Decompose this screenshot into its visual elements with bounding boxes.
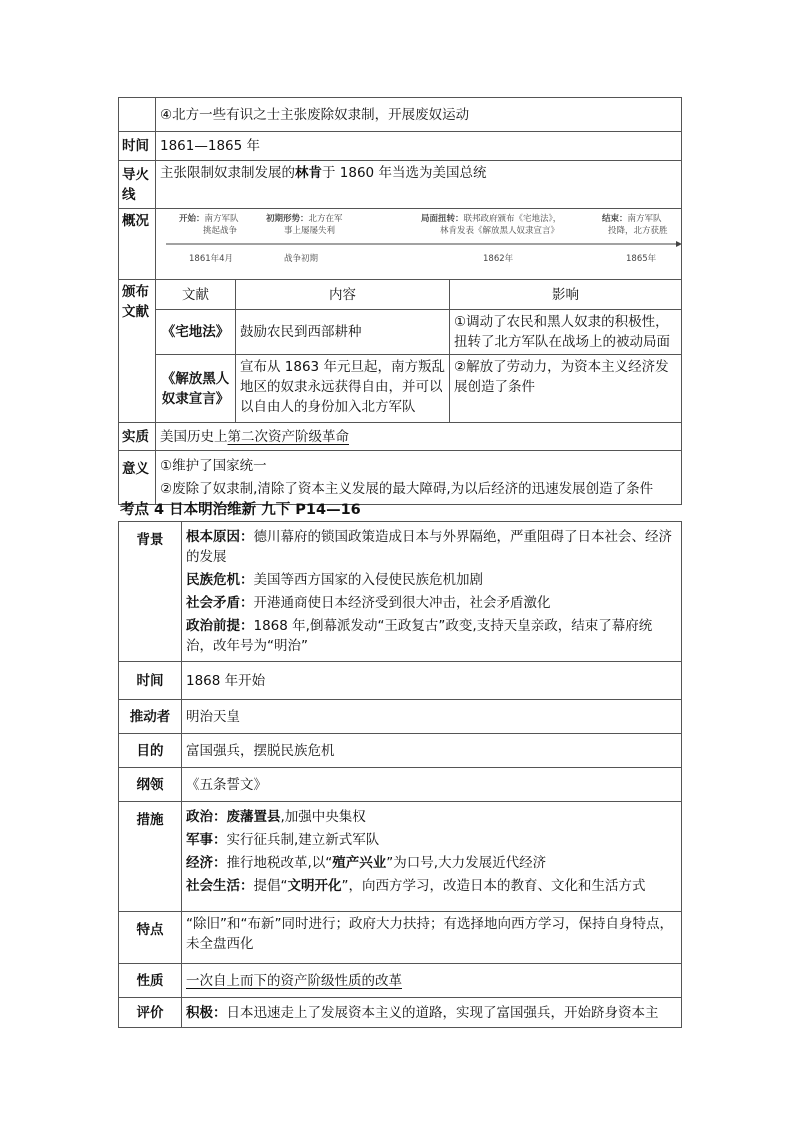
meaning-label: 意义: [119, 451, 156, 505]
timeline-event-turn-line2: 林肯发表《解放黑人奴隶宣言》: [440, 226, 560, 236]
purpose-label: 目的: [119, 734, 182, 768]
doc1-name: 《宅地法》: [156, 310, 236, 355]
doc1-content: 鼓励农民到西部耕种: [236, 310, 450, 355]
war-timeline: [156, 209, 681, 273]
measure-social: 社会生活：提倡“文明开化”，向西方学习，改造日本的教育、文化和生活方式: [186, 878, 646, 894]
timeline-date-3: 1862年: [483, 254, 514, 264]
nature-label-2: 性质: [119, 964, 182, 998]
doc2-content: 宣布从 1863 年元旦起，南方叛乱地区的奴隶永远获得自由，并可以以自由人的身份加入北方军队: [236, 355, 450, 423]
timeline-arrow-icon: [676, 241, 681, 247]
docs-head-impact: 影响: [450, 280, 682, 310]
impact-2: ②解放了劳动力，为资本主义经济发展创造了条件: [450, 355, 682, 423]
section-title: 考点 4 日本明治维新 九下 P14—16: [120, 502, 361, 518]
trigger-text: 主张限制奴隶制发展的: [160, 165, 295, 181]
measure-politics: 政治：废藩置县,加强中央集权: [186, 809, 366, 825]
meaning-1: ①维护了国家统一: [160, 458, 267, 474]
trigger-text-end: 于 1860 年当选为美国总统: [322, 165, 487, 181]
overview-timeline-cell: [156, 209, 682, 280]
overview-label: 概况: [119, 209, 156, 280]
trigger-value: [156, 161, 682, 209]
nature-underlined: 第二次资产阶级革命: [227, 428, 349, 445]
evaluation-value: 积极：日本迅速走上了发展资本主义的道路，实现了富国强兵，开始跻身资本主: [182, 998, 682, 1028]
nature-value: [156, 423, 682, 451]
civil-war-table: [118, 97, 682, 505]
trigger-label: 导火线: [119, 161, 156, 209]
background-value: [182, 522, 682, 662]
bg-root-cause: 根本原因：德川幕府的锁国政策造成日本与外界隔绝，严重阻碍了日本社会、经济的发展: [186, 529, 672, 565]
cause-continuation: ④北方一些有识之士主张废除奴隶制，开展废奴运动: [156, 98, 682, 132]
timeline-event-early-line2: 事上屡屡失利: [284, 226, 336, 236]
program-label: 纲领: [119, 768, 182, 802]
docs-head-content: 内容: [236, 280, 450, 310]
timeline-date-4: 1865年: [626, 254, 657, 264]
impact-1: ①调动了农民和黑人奴隶的积极性，扭转了北方军队在战场上的被动局面: [450, 310, 682, 355]
measure-economy: 经济：推行地税改革,以“殖产兴业”为口号,大力发展近代经济: [186, 855, 547, 871]
evaluation-label: 评价: [119, 998, 182, 1028]
trigger-person: 林肯: [295, 165, 322, 181]
empty-label-cell: [119, 98, 156, 132]
nature-text: 美国历史上: [160, 428, 228, 445]
program-value: 《五条誓文》: [182, 768, 682, 802]
promoter-label: 推动者: [119, 700, 182, 734]
timeline-date-1: 1861年4月: [189, 254, 234, 264]
bg-national-crisis: 民族危机：美国等西方国家的入侵使民族危机加剧: [186, 572, 483, 588]
measure-military: 军事：实行征兵制,建立新式军队: [186, 832, 380, 848]
measures-value: [182, 802, 682, 912]
docs-label: 颁布文献: [119, 280, 156, 423]
doc2-name: 《解放黑人奴隶宣言》: [156, 355, 236, 423]
timeline-event-start-line2: 挑起战争: [203, 226, 238, 236]
docs-head-doc: 文献: [156, 280, 236, 310]
feature-value: “除旧”和“布新”同时进行；政府大力扶持；有选择地向西方学习，保持自身特点，未全盘西化: [182, 912, 682, 964]
meaning-value: [156, 451, 682, 505]
time-label-2: 时间: [119, 662, 182, 700]
timeline-event-turn-line1: 局面扭转：联邦政府颁布《宅地法》，: [421, 214, 562, 224]
background-label: 背景: [119, 522, 182, 662]
purpose-value: 富国强兵，摆脱民族危机: [182, 734, 682, 768]
measures-label: 措施: [119, 802, 182, 912]
timeline-event-end-line2: 投降，北方获胜: [608, 226, 668, 236]
bg-social-conflict: 社会矛盾：开港通商使日本经济受到很大冲击，社会矛盾激化: [186, 595, 551, 611]
meaning-2: ②废除了奴隶制,清除了资本主义发展的最大障碍,为以后经济的迅速发展创造了条件: [160, 481, 654, 497]
meiji-restoration-table: [118, 521, 682, 1028]
nature-value-2: [182, 964, 682, 998]
time-label: 时间: [119, 132, 156, 161]
nature-underlined-2: 一次自上而下的资产阶级性质的改革: [186, 972, 402, 989]
timeline-date-2: 战争初期: [284, 254, 319, 264]
promoter-value: 明治天皇: [182, 700, 682, 734]
timeline-event-early-line1: 初期形势：北方在军: [266, 214, 343, 224]
time-value: 1861—1865 年: [156, 132, 682, 161]
nature-label: 实质: [119, 423, 156, 451]
timeline-event-end-line1: 结束：南方军队: [602, 214, 662, 224]
feature-label: 特点: [119, 912, 182, 964]
time-value-2: 1868 年开始: [182, 662, 682, 700]
bg-political-premise: 政治前提：1868 年,倒幕派发动“王政复古”政变,支持天皇亲政，结束了幕府统治，改年号为“明治”: [186, 618, 653, 654]
timeline-event-start-line1: 开始：南方军队: [179, 214, 239, 224]
